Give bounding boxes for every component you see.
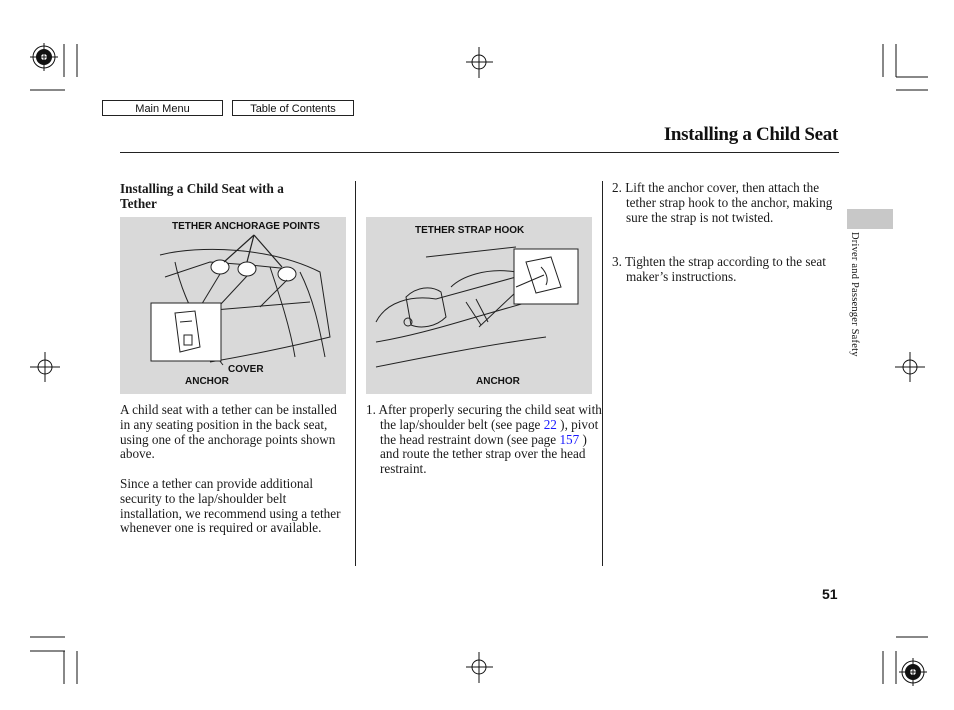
figure-tether-strap-hook: [366, 217, 592, 394]
title-rule: [120, 152, 839, 153]
starburst-mark-top-left: [30, 43, 58, 71]
page-22-link[interactable]: 22: [543, 416, 557, 432]
main-menu-button[interactable]: Main Menu: [102, 100, 223, 116]
paragraph-2: Since a tether can provide additional security to the lap/shoulder belt installation, we recommend using a tether whenever one is required or available.: [120, 476, 341, 536]
step-1-text-c: ) and route the tether strap over the head restraint.: [380, 431, 587, 477]
starburst-mark-bottom-right: [899, 658, 927, 686]
figure-label-anchorage-points: TETHER ANCHORAGE POINTS: [172, 221, 320, 232]
column-divider-2: [602, 181, 603, 566]
figure-label-anchor: ANCHOR: [185, 376, 229, 387]
step-2: 2. Lift the anchor cover, then attach the tether strap hook to the anchor, making sure the strap is not twisted.: [612, 180, 833, 225]
figure-label-cover: COVER: [228, 364, 264, 375]
step-3: 3. Tighten the strap according to the seat maker’s instructions.: [612, 254, 826, 284]
figure-label-strap-hook: TETHER STRAP HOOK: [415, 225, 525, 236]
table-of-contents-button[interactable]: Table of Contents: [232, 100, 354, 116]
figure-label-anchor-2: ANCHOR: [476, 376, 520, 387]
step-1-text-a: 1. After properly securing the child seat with the lap/shoulder belt (see page: [366, 402, 602, 432]
step-1-text-b: ), pivot the head restraint down (see page: [380, 416, 599, 447]
head-restraint-illustration: [366, 217, 592, 394]
page-157-link[interactable]: 157: [559, 431, 580, 447]
step-1: [366, 403, 608, 477]
section-tab-label: Driver and Passenger Safety: [849, 232, 860, 357]
section-heading: Installing a Child Seat with a Tether: [120, 181, 284, 211]
page-title: Installing a Child Seat: [663, 124, 838, 145]
column-divider-1: [355, 181, 356, 566]
page-number: 51: [822, 586, 838, 602]
section-tab: [847, 209, 893, 229]
paragraph-1: A child seat with a tether can be installed in any seating position in the back seat, using one of the anchorage points shown above.: [120, 402, 337, 462]
